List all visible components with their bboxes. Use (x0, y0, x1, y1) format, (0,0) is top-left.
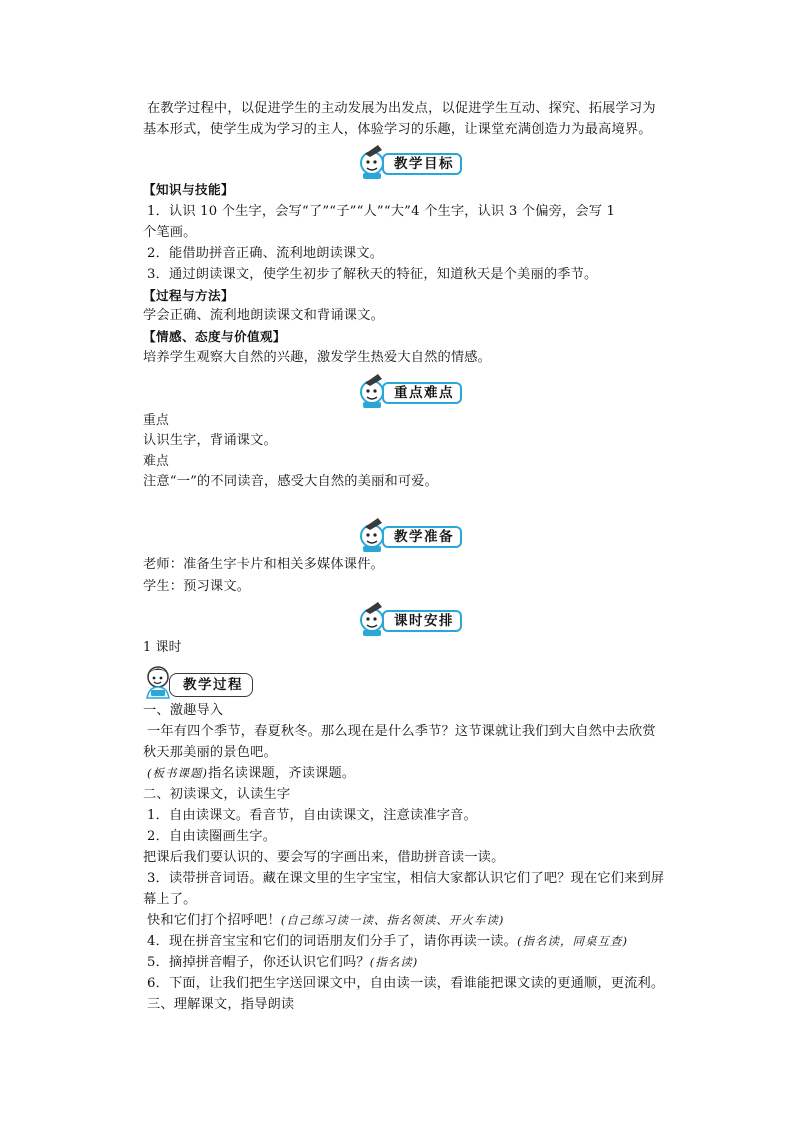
s2-6: 6．下面，让我们把生字送回课文中，自由读一读，看谁能把课文读的更通顺，更流利。 (147, 976, 665, 991)
s2-3b-note: (自己练习读一读、指名领读、开火车读) (280, 913, 505, 927)
s2-5 (147, 952, 687, 973)
prep-student: 学生：预习课文。 (143, 579, 251, 594)
heading-label: 教学目标 (394, 156, 454, 172)
heading-label: 教学准备 (394, 529, 454, 545)
heading-teaching-goals (356, 143, 466, 181)
goal-k1-line-2: 个笔画。 (143, 225, 197, 240)
s2-4-note: (指名读，同桌互查) (517, 934, 629, 948)
s2-3-line-1: 3．读带拼音词语。藏在课文里的生字宝宝，相信大家都认识它们了吧？现在它们来到屏 (147, 871, 665, 886)
heading-label: 课时安排 (394, 613, 454, 629)
key-label: 重点 (143, 413, 169, 428)
goal-k1-line-1: 1．认识 10 个生字，会写“了”“子”“人”“大”4 个生字，认识 3 个偏旁，会写 1 (147, 204, 616, 219)
s2-title: 二、初读课文，认读生字 (143, 787, 291, 802)
s2-1: 1．自由读课文。看音节，自由读课文，注意读准字音。 (147, 808, 477, 823)
knowledge-title: 【知识与技能】 (143, 182, 234, 197)
goal-k3: 3．通过朗读课文，使学生初步了解秋天的特征，知道秋天是个美丽的季节。 (147, 267, 598, 282)
s1-p2-note: (板书课题) (147, 766, 208, 780)
s2-5-note: (指名读) (369, 955, 419, 969)
s3-title: 三、理解课文，指导朗读 (147, 997, 295, 1012)
s2-2: 2．自由读圈画生字。 (147, 829, 277, 844)
heading-label: 教学过程 (183, 677, 243, 693)
goal-k2: 2．能借助拼音正确、流利地朗读课文。 (147, 246, 384, 261)
prep-teacher: 老师：准备生字卡片和相关多媒体课件。 (143, 557, 384, 572)
heading-key-points (356, 372, 466, 410)
heading-label: 重点难点 (394, 385, 454, 401)
intro-line-2: 基本形式，使学生成为学习的主人，体验学习的乐趣，让课堂充满创造力为最高境界。 (143, 122, 652, 137)
method-text: 学会正确、流利地朗读课文和背诵课文。 (143, 308, 384, 323)
difficulty-label: 难点 (143, 454, 169, 469)
s1-title: 一、激趣导入 (143, 703, 224, 718)
emotion-text: 培养学生观察大自然的兴趣，激发学生热爱大自然的情感。 (143, 350, 492, 365)
s2-2b: 把课后我们要认识的、要会写的字画出来，借助拼音读一读。 (143, 850, 505, 865)
emotion-title: 【情感、态度与价值观】 (143, 329, 286, 344)
s2-3b (147, 910, 687, 931)
s1-p1-line-1: 一年有四个季节，春夏秋冬。那么现在是什么季节？这节课就让我们到大自然中去欣赏 (147, 724, 656, 739)
s2-5-text: 5．摘掉拼音帽子，你还认识它们吗？ (147, 955, 370, 970)
s1-p2 (147, 763, 687, 784)
s2-4 (147, 931, 687, 952)
heading-schedule (356, 600, 466, 638)
method-title: 【过程与方法】 (143, 288, 234, 303)
key-text: 认识生字，背诵课文。 (143, 433, 277, 448)
s1-p1-line-2: 秋天那美丽的景色吧。 (143, 745, 277, 760)
s2-4-text: 4．现在拼音宝宝和它们的词语朋友们分手了，请你再读一读。 (147, 934, 518, 949)
heading-process (143, 663, 255, 699)
difficulty-text: 注意“一”的不同读音，感受大自然的美丽和可爱。 (143, 474, 439, 489)
heading-preparation (356, 516, 466, 554)
s2-3b-text: 快和它们打个招呼吧！ (147, 913, 281, 928)
schedule-text: 1 课时 (143, 640, 182, 655)
s2-3-line-2: 幕上了。 (143, 892, 197, 907)
s1-p2-text: 指名读课题，齐读课题。 (207, 766, 356, 781)
intro-line-1: 在教学过程中，以促进学生的主动发展为出发点，以促进学生互动、探究、拓展学习为 (147, 101, 656, 116)
